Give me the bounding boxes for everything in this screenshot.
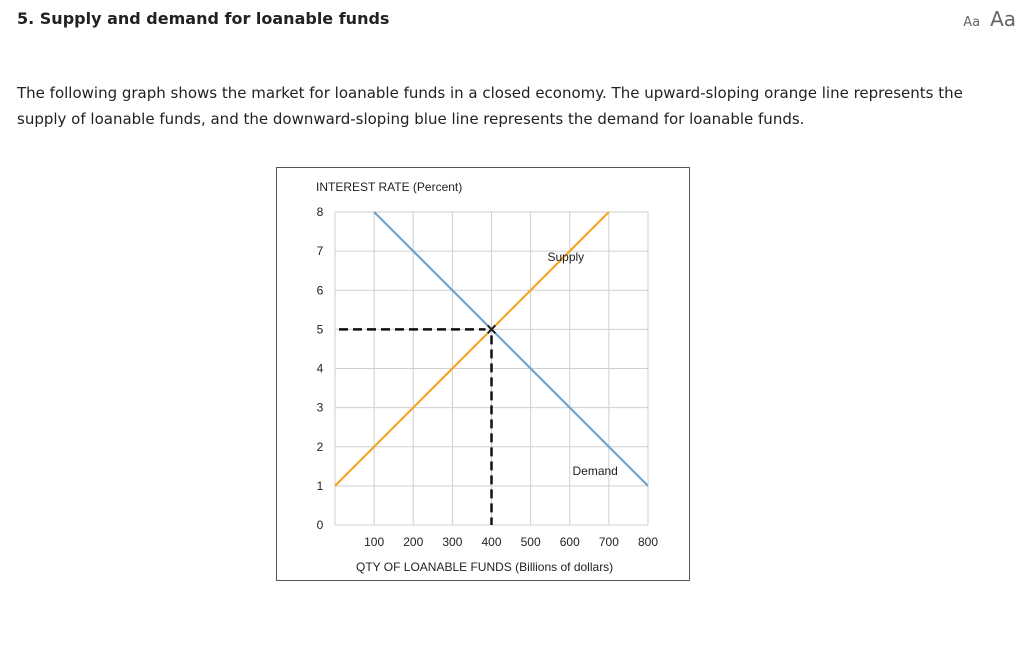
- dash-layer: [339, 329, 492, 525]
- y-tick-label: 4: [316, 361, 324, 376]
- increase-font-button[interactable]: Aa: [990, 7, 1016, 31]
- decrease-font-button[interactable]: Aa: [963, 15, 981, 30]
- loanable-funds-chart: [277, 168, 689, 580]
- label-layer: [316, 180, 658, 574]
- x-tick-label: 600: [559, 535, 580, 549]
- x-tick-label: 100: [364, 535, 385, 549]
- y-tick-label: 0: [316, 518, 324, 532]
- question-title: 5. Supply and demand for loanable funds: [17, 9, 390, 28]
- demand-line-label: Demand: [572, 463, 618, 478]
- y-axis-title: INTEREST RATE (Percent): [316, 180, 463, 194]
- x-axis-title: QTY OF LOANABLE FUNDS (Billions of dollars): [356, 560, 614, 574]
- y-tick-label: 2: [316, 439, 324, 454]
- graph-frame: [276, 167, 690, 581]
- font-size-controls: [963, 7, 1016, 31]
- y-tick-label: 5: [316, 322, 324, 337]
- x-tick-label: 400: [481, 535, 502, 549]
- y-tick-label: 7: [316, 244, 324, 259]
- x-tick-label: 300: [442, 535, 463, 549]
- equilibrium-marker: ×: [486, 319, 497, 340]
- y-tick-label: 8: [316, 205, 324, 219]
- supply-line-label: Supply: [547, 249, 585, 264]
- y-tick-label: 1: [316, 478, 324, 493]
- x-tick-label: 800: [637, 535, 659, 549]
- x-tick-label: 700: [598, 535, 619, 549]
- question-intro: The following graph shows the market for loanable funds in a closed economy. The upward-sloping orange line represents the supply of loanable funds, and the downward-sloping blue line represents the demand for loanable funds.: [17, 84, 963, 128]
- y-tick-label: 3: [316, 400, 324, 415]
- x-tick-label: 500: [520, 535, 541, 549]
- demand-line: [374, 212, 648, 486]
- y-tick-label: 6: [316, 283, 324, 298]
- x-tick-label: 200: [403, 535, 424, 549]
